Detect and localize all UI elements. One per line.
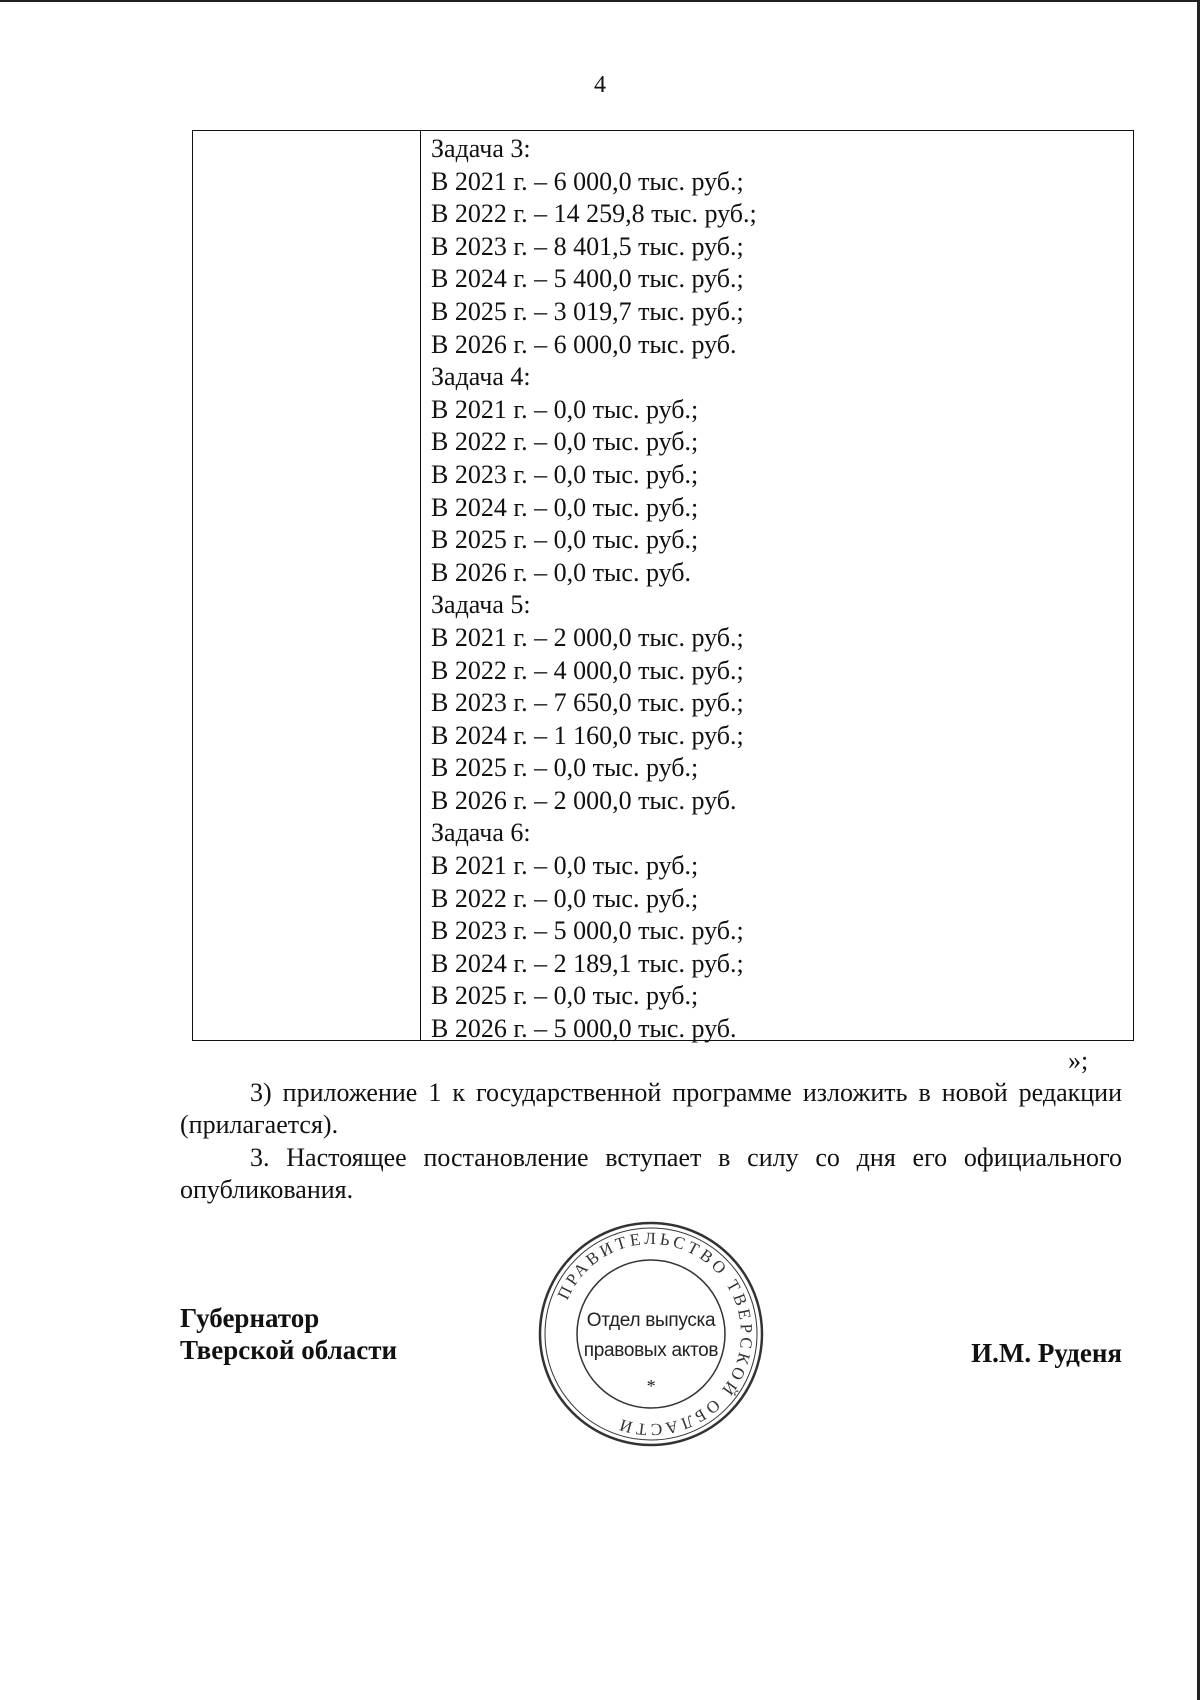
task-heading: Задача 6: (431, 818, 531, 848)
financing-line: В 2025 г. – 3 019,7 тыс. руб.; (431, 296, 744, 326)
financing-line: В 2025 г. – 0,0 тыс. руб.; (431, 525, 699, 555)
financing-line: В 2026 г. – 5 000,0 тыс. руб. (431, 1014, 737, 1044)
stamp-line: Отдел выпуска (586, 1310, 716, 1331)
financing-line: В 2026 г. – 6 000,0 тыс. руб. (431, 329, 737, 359)
financing-line: В 2025 г. – 0,0 тыс. руб.; (431, 981, 699, 1011)
signatory-title-line: Тверской области (180, 1335, 398, 1365)
signatory-name: И.М. Руденя (971, 1338, 1122, 1368)
stamp-star: * (646, 1376, 656, 1396)
financing-line: В 2023 г. – 8 401,5 тыс. руб.; (431, 231, 744, 261)
financing-line: В 2024 г. – 1 160,0 тыс. руб.; (431, 720, 744, 750)
task-heading: Задача 3: (431, 134, 531, 163)
table-left-cell (193, 131, 421, 1040)
paragraph-appendix-text: 3) приложение 1 к государственной программе изложить в новой редакции (прилагается). (180, 1078, 1122, 1139)
financing-line: В 2021 г. – 0,0 тыс. руб.; (431, 394, 699, 424)
financing-line: В 2026 г. – 0,0 тыс. руб. (431, 557, 691, 587)
financing-line: В 2023 г. – 0,0 тыс. руб.; (431, 459, 699, 489)
stamp-ring-text: ПРАВИТЕЛЬСТВО ТВЕРСКОЙ ОБЛАСТИ (553, 1228, 757, 1440)
paragraph-effective-date (180, 1142, 1122, 1206)
financing-line: В 2022 г. – 14 259,8 тыс. руб.; (431, 199, 757, 229)
task-heading: Задача 4: (431, 362, 531, 392)
financing-line: В 2023 г. – 7 650,0 тыс. руб.; (431, 688, 744, 718)
financing-line: В 2026 г. – 2 000,0 тыс. руб. (431, 785, 737, 815)
financing-line: В 2023 г. – 5 000,0 тыс. руб.; (431, 916, 744, 946)
official-stamp (535, 1218, 767, 1450)
signatory-title-line: Губернатор (180, 1303, 320, 1333)
financing-line: В 2024 г. – 2 189,1 тыс. руб.; (431, 948, 744, 978)
paragraph-appendix (180, 1077, 1122, 1141)
financing-line: В 2022 г. – 0,0 тыс. руб.; (431, 883, 699, 913)
page-number: 4 (594, 72, 606, 98)
financing-line: В 2025 г. – 0,0 тыс. руб.; (431, 753, 699, 783)
financing-line: В 2022 г. – 0,0 тыс. руб.; (431, 427, 699, 457)
closing-quote: »; (1068, 1046, 1089, 1075)
stamp-inner-text (535, 1306, 767, 1406)
page-border-top (0, 0, 1200, 2)
financing-line: В 2021 г. – 6 000,0 тыс. руб.; (431, 166, 744, 196)
paragraph-effective-date-text: 3. Настоящее постановление вступает в силу со дня его официального опубликования. (180, 1143, 1122, 1204)
task-heading: Задача 5: (431, 590, 531, 620)
financing-line: В 2022 г. – 4 000,0 тыс. руб.; (431, 655, 744, 685)
financing-line: В 2024 г. – 0,0 тыс. руб.; (431, 492, 699, 522)
stamp-line: правовых актов (583, 1340, 719, 1361)
financing-table (192, 130, 1134, 1044)
financing-line: В 2021 г. – 0,0 тыс. руб.; (431, 851, 699, 881)
signatory-title (180, 1302, 397, 1366)
table-right-cell (421, 131, 1133, 1044)
financing-line: В 2024 г. – 5 400,0 тыс. руб.; (431, 264, 744, 294)
financing-line: В 2021 г. – 2 000,0 тыс. руб.; (431, 622, 744, 652)
